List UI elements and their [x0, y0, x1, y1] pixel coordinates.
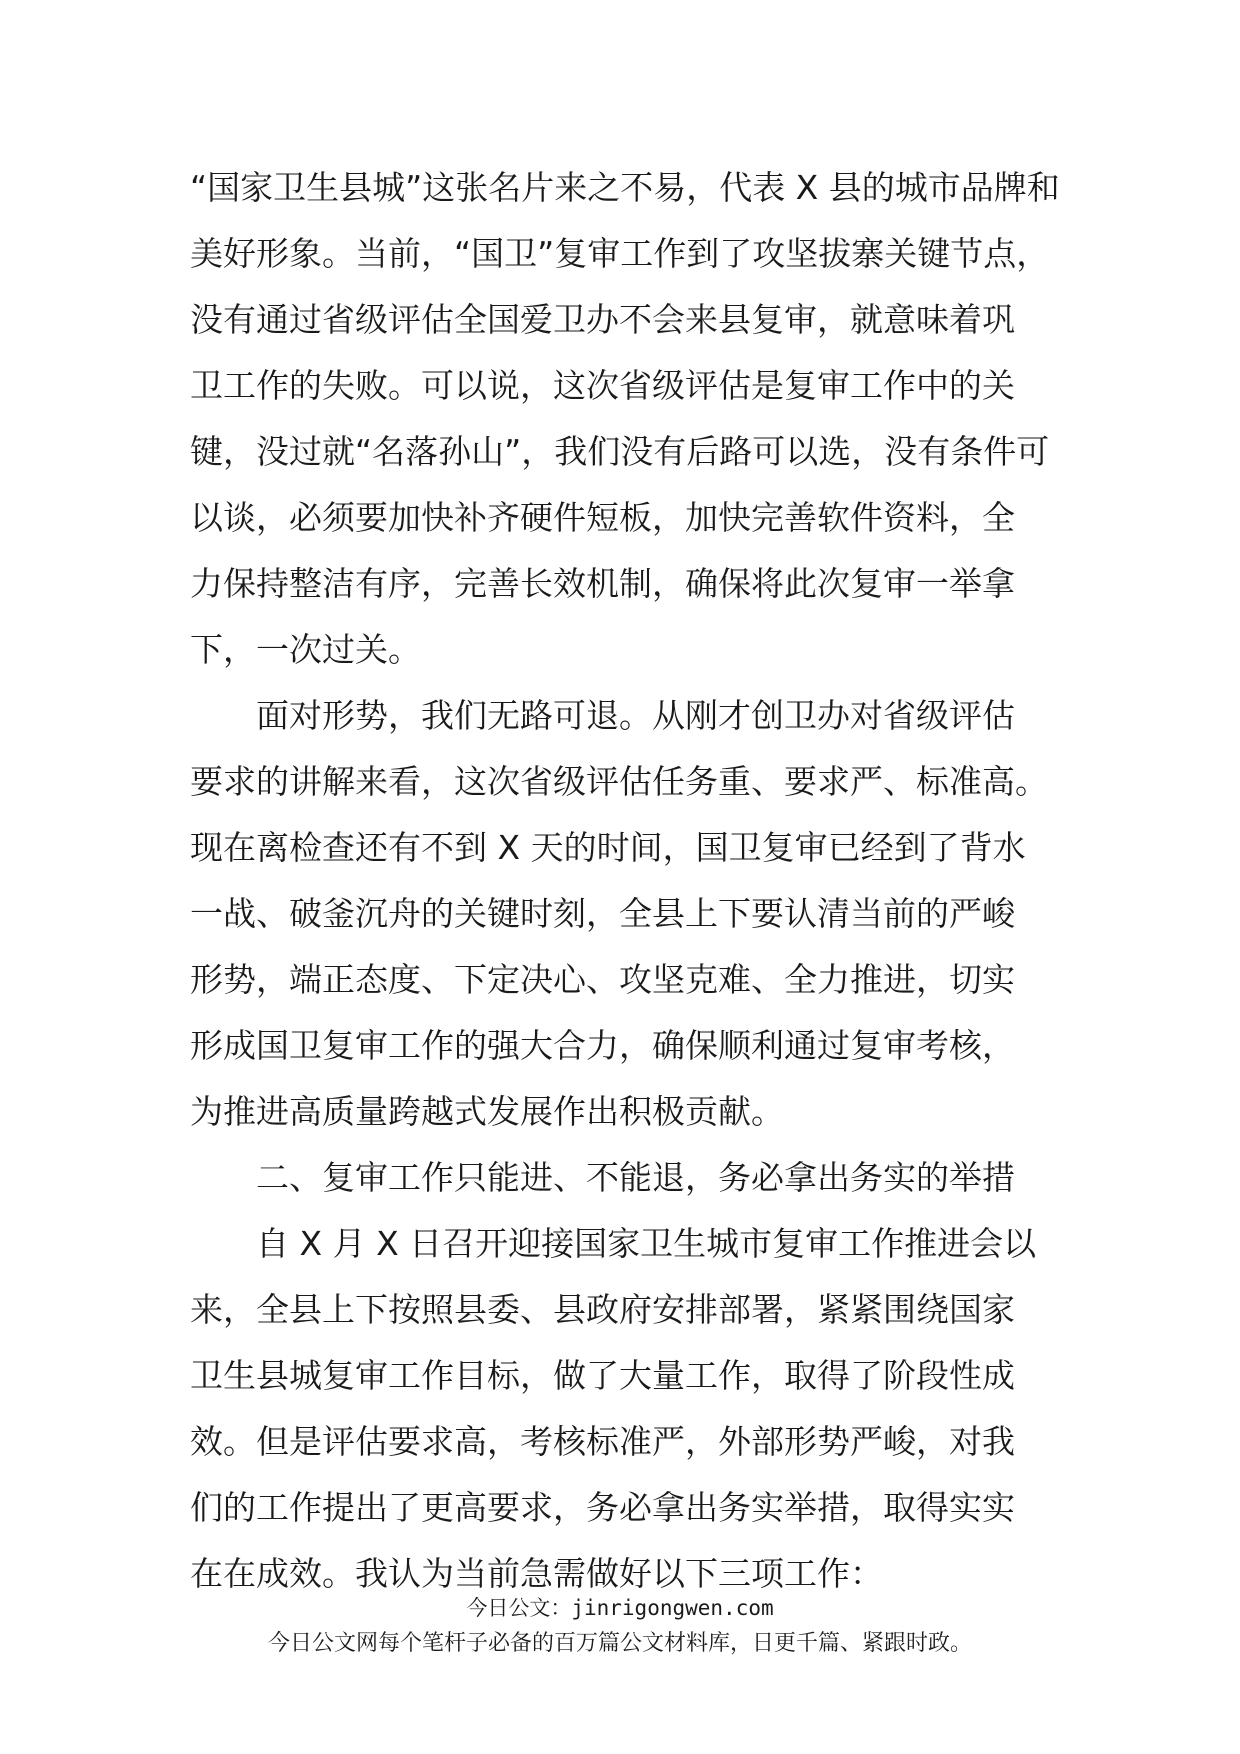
- text-line: “国家卫生县城”这张名片来之不易，代表 X 县的城市品牌和: [190, 168, 1060, 207]
- text-line: 在在成效。我认为当前急需做好以下三项工作：: [190, 1554, 883, 1593]
- footer-site: [0, 1592, 1240, 1622]
- footer-tagline: 今日公文网每个笔杆子必备的百万篇公文材料库，日更千篇、紧跟时政。: [267, 1631, 972, 1656]
- footer-site-url[interactable]: jinrigongwen.com: [571, 1596, 774, 1620]
- text-line: 形成国卫复审工作的强大合力，确保顺利通过复审考核，: [190, 1026, 1015, 1065]
- text-line: 形势，端正态度、下定决心、攻坚克难、全力推进，切实: [190, 960, 1015, 999]
- text-line: 面对形势，我们无路可退。从刚才创卫办对省级评估: [256, 696, 1015, 735]
- text-line: 来，全县上下按照县委、县政府安排部署，紧紧围绕国家: [190, 1290, 1015, 1329]
- text-line: 们的工作提出了更高要求，务必拿出务实举措，取得实实: [190, 1488, 1015, 1527]
- footer-site-label: 今日公文：: [466, 1596, 572, 1620]
- text-line: 卫生县城复审工作目标，做了大量工作，取得了阶段性成: [190, 1356, 1015, 1395]
- text-line: 美好形象。当前，“国卫”复审工作到了攻坚拔寨关键节点，: [190, 234, 1050, 273]
- body-text: [190, 155, 1070, 1607]
- section-heading: 二、复审工作只能进、不能退，务必拿出务实的举措: [256, 1158, 1015, 1197]
- text-line: 下，一次过关。: [190, 630, 421, 669]
- text-line: 为推进高质量跨越式发展作出积极贡献。: [190, 1092, 784, 1131]
- text-line: 一战、破釜沉舟的关键时刻，全县上下要认清当前的严峻: [190, 894, 1015, 933]
- text-line: 没有通过省级评估全国爱卫办不会来县复审，就意味着巩: [190, 300, 1015, 339]
- text-line: 以谈，必须要加快补齐硬件短板，加快完善软件资料，全: [190, 498, 1015, 537]
- text-line: 力保持整洁有序，完善长效机制，确保将此次复审一举拿: [190, 564, 1015, 603]
- text-line: 卫工作的失败。可以说，这次省级评估是复审工作中的关: [190, 366, 1015, 405]
- text-line: 自 X 月 X 日召开迎接国家卫生城市复审工作推进会以: [256, 1224, 1037, 1263]
- text-line: 键，没过就“名落孙山”，我们没有后路可以选，没有条件可: [190, 432, 1050, 471]
- text-line: 现在离检查还有不到 X 天的时间，国卫复审已经到了背水: [190, 828, 1026, 867]
- text-line: 要求的讲解来看，这次省级评估任务重、要求严、标准高。: [190, 762, 1048, 801]
- text-line: 效。但是评估要求高，考核标准严，外部形势严峻，对我: [190, 1422, 1015, 1461]
